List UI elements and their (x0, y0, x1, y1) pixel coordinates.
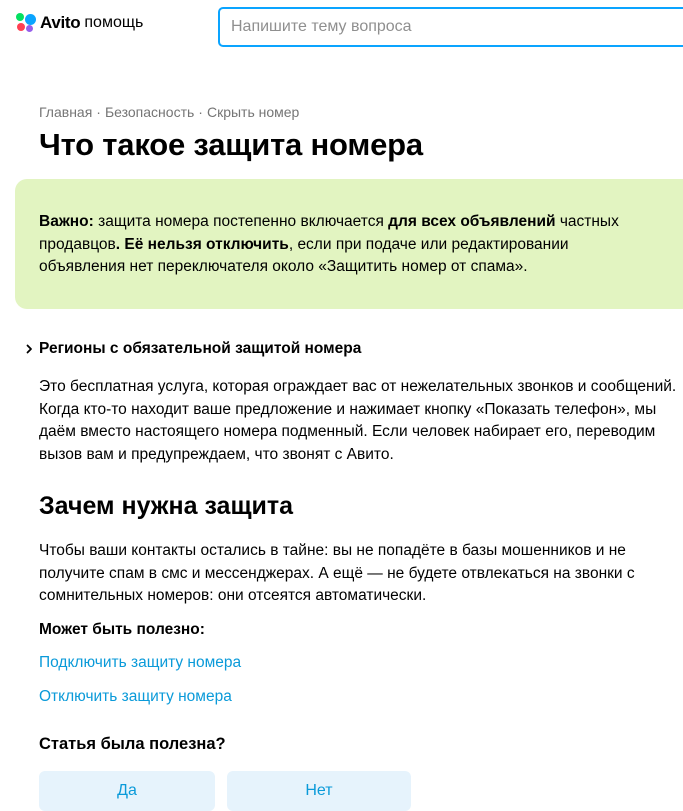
page-title: Что такое защита номера (39, 127, 423, 162)
logo-brand-text: Avito (40, 13, 81, 32)
regions-expander[interactable] (21, 340, 361, 358)
regions-expander-label: Регионы с обязательной защитой номера (39, 340, 362, 357)
notice-text-part: частных продавцов (39, 213, 619, 253)
notice-text-part: защита номера постепенно включается (93, 213, 389, 230)
useful-label: Может быть полезно: (39, 621, 205, 638)
notice-bold-part: . Её нельзя отключить (115, 235, 289, 253)
breadcrumb-separator: · (96, 104, 101, 120)
breadcrumb (39, 104, 299, 120)
notice-text (39, 211, 659, 279)
search-placeholder: Напишите тему вопроса (231, 18, 412, 35)
breadcrumb-separator: · (198, 104, 203, 120)
feedback-no-button[interactable]: Нет (227, 771, 411, 811)
enable-protection-link[interactable]: Подключить защиту номера (39, 654, 242, 671)
avito-logo-icon (16, 13, 36, 33)
breadcrumb-item-security[interactable]: Безопасность (104, 104, 195, 120)
notice-lead: Важно: (39, 213, 94, 230)
breadcrumb-item-hide-number[interactable]: Скрыть номер (206, 104, 300, 120)
disable-protection-link[interactable]: Отключить защиту номера (39, 688, 232, 705)
notice-text-part: , если при подаче или редактировании объявления нет переключателя около «Защитить номер от спама». (39, 235, 569, 275)
section-paragraph: Чтобы ваши контакты остались в тайне: вы не попадёте в базы мошенников и не получите спам в смс и мессенджерах. А ещё — не будете отвлекаться на звонки с сомнительных номеров: они отсеятся автоматически. (39, 542, 635, 604)
important-notice (15, 179, 683, 309)
avito-help-logo[interactable] (16, 13, 143, 33)
feedback-question: Статья была полезна? (39, 735, 226, 753)
intro-paragraph: Это бесплатная услуга, которая ограждает вас от нежелательных звонков и сообщений. Когда кто-то находит ваше предложение и нажимает кнопку «Показать телефон», мы даём вместо настоящего номера подменный. Если человек набирает его, переводим вызов вам и предупреждаем, что звонят с Авито. (39, 378, 677, 463)
logo-help-text: помощь (84, 14, 144, 31)
notice-bold-part: для всех объявлений (388, 213, 556, 230)
section-title: Зачем нужна защита (39, 492, 294, 520)
breadcrumb-item-home[interactable]: Главная (39, 104, 93, 120)
chevron-right-icon (21, 340, 39, 358)
header (0, 0, 683, 56)
feedback-yes-button[interactable]: Да (39, 771, 215, 811)
search-input[interactable] (218, 7, 683, 47)
